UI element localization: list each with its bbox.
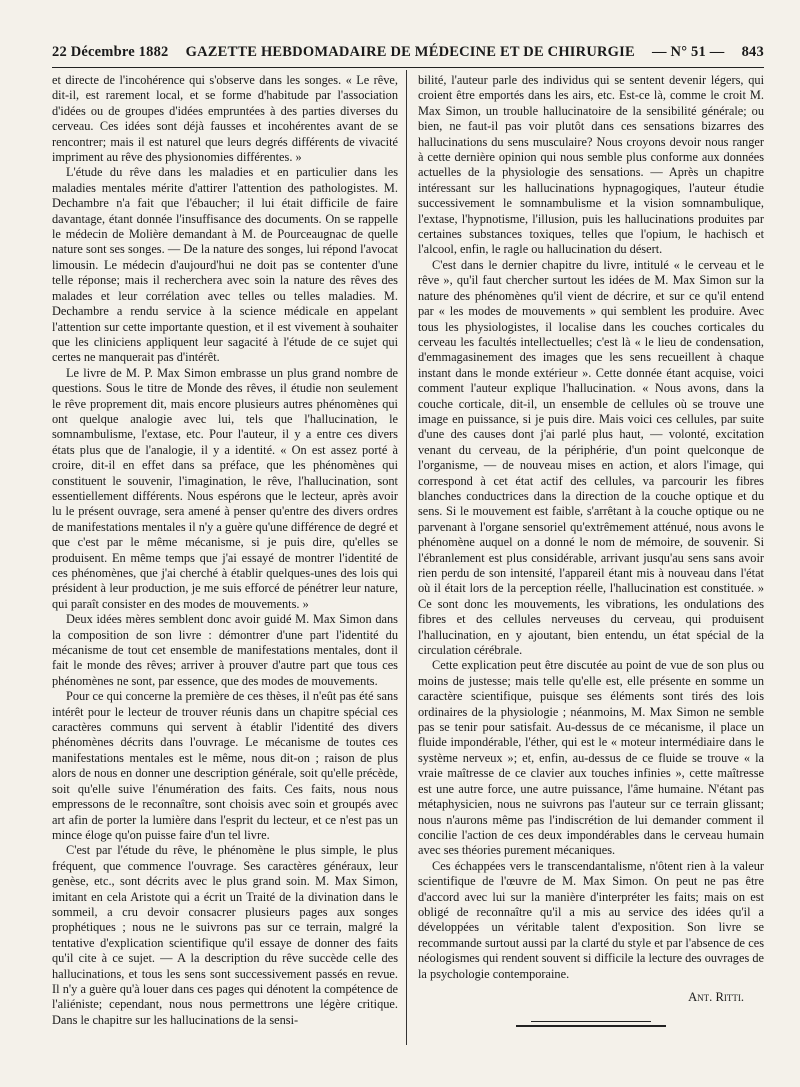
paragraph: Ces échappées vers le transcendantalisme, n'ôtent rien à la valeur scientifique de l'œuvre de M. Max Simon. On peut ne pas être d'accord avec lui sur la manière d'interpréter les faits; mais on est obligé de reconnaître qu'il a mis au service des idées qu'il a développées un véritable talent d'exposition. Son livre se recommande surtout aussi par la clarté du style et par l'absence de ces néologismes qui rendent souvent si difficile la lecture des ouvrages de la psychologie contemporaine. (418, 858, 764, 981)
header-date: 22 Décembre 1882 (52, 44, 169, 60)
header-issue: — N° 51 — (652, 44, 725, 60)
author-signature: Ant. Ritti. (688, 989, 744, 1004)
column-divider (406, 70, 407, 1045)
end-rule-thick (516, 1025, 666, 1027)
paragraph: et directe de l'incohérence qui s'observe dans les songes. « Le rêve, dit-il, est rarement local, et se forme d'habitude par l'association d'idées ou de groupes d'idées empruntées à des parties diverses du cerveau. Ces idées sont déjà fausses et incohérentes avant de se rencontrer; mais il est naturel que leurs degrés différents de vivacité impriment au rêve des physionomies différentes. » (52, 73, 398, 165)
header-rule (52, 67, 764, 68)
paragraph: Pour ce qui concerne la première de ces thèses, il n'eût pas été sans intérêt pour le lecteur de trouver réunis dans un chapitre spécial ces caractères communs qui servent à établir l'identité des divers phénomènes décrits dans l'ouvrage. Le mécanisme de toutes ces manifestations mentales est le même, nous dit-on ; raison de plus alors de nous en donner une description générale, soit qu'elle précède, soit qu'elle suive l'énumération des faits. Ces faits, nous nous empressons de le reconnaître, sont choisis avec soin et groupés avec art afin de porter la lumière dans l'esprit du lecteur, et ce n'est pas un mince éloge qu'on puisse faire d'un tel livre. (52, 689, 398, 842)
left-column (52, 73, 398, 1028)
paragraph: Cette explication peut être discutée au point de vue de son plus ou moins de justesse; mais telle qu'elle est, elle présente en somme un caractère scientifique, puisque ses éléments sont tirés des lois ordinaires de la physiologie ; néanmoins, M. Max Simon ne semble pas se tenir pour satisfait. Au-dessus de ce mécanisme, il place un fluide impondérable, l'éther, qui est le « moteur intermédiaire dans le système nerveux »; et, enfin, au-dessus de ce fluide se trouve « la vraie maîtresse de ce clavier aux touches infinies », cette maîtresse est une autre force, une autre puissance, l'âme humaine. N'étant pas métaphysicien, nous ne suivrons pas l'auteur sur ce terrain glissant; nous n'aurons même pas l'indiscrétion de lui demander comment il concilie l'action de ces deux impondérables dans le cerveau humain avec ses théories purement mécaniques. (418, 658, 764, 858)
header-title: GAZETTE HEBDOMADAIRE DE MÉDECINE ET DE CHIRURGIE (185, 44, 635, 60)
header-page-number: 843 (741, 44, 764, 60)
paragraph: Le livre de M. P. Max Simon embrasse un plus grand nombre de questions. Sous le titre de Monde des rêves, il étudie non seulement le rêve proprement dit, mais encore plusieurs autres phénomènes qui ont quelque analogie avec lui, tels que l'hallucination, le somnambulisme, l'extase, etc. Pour l'auteur, il y a entre ces divers états plus que de l'analogie, il y a identité. « On est assez porté à croire, dit-il en effet dans sa préface, que les phénomènes qui constituent le souvenir, l'imagination, le rêve, l'hallucination, sont essentiellement différents. Nous espérons que le lecteur, après avoir lu le présent ouvrage, sera amené à penser qu'entre des divers ordres de manifestations mentales il n'y a guère qu'une différence de degré et que c'est par le même mécanisme, si je puis dire, qu'elles se produisent. En même temps que j'ai essayé de montrer l'identité de ces phénomènes, que j'ai cherché à établir quelques-unes des lois qui président à leur production, je me suis efforcé de pénétrer leur nature, qui paraît consister en des modes de mouvements. » (52, 365, 398, 611)
end-rule (531, 1021, 651, 1022)
paragraph: C'est dans le dernier chapitre du livre, intitulé « le cerveau et le rêve », qu'il faut chercher surtout les idées de M. Max Simon sur la nature des phénomènes qu'il vient de décrire, et sur ce qu'il entend par « les modes de mouvements » qui semblent les produire. Avec tous les physiologistes, il localise dans les couches corticales du cerveau les facultés intellectuelles; c'est là « le lieu de condensation, d'emmagasinement des images que les sens recueillent à chaque instant dans le monde extérieur ». Cette donnée étant acquise, voici comment l'auteur explique l'hallucination. « Nous avons, dans la couche corticale, dit-il, un ensemble de cellules où se trouve une image en puissance, si je puis dire. Mais voici ces cellules, par suite d'une des causes dont j'ai parlé plus haut, — volonté, excitation venant du cerveau, de la périphérie, d'un point quelconque de l'organisme, — de nouveau mises en action, et alors l'image, qui correspond à cet état actif des cellules, va parcourir les fibres blanches conductrices dans la direction de la couche optique et du sens. Si le mouvement est faible, s'arrêtant à la couche optique ou ne parvenant à l'organe sensoriel qu'extrêmement atténué, nous avons le phénomène auquel on a donné le nom de mémoire, de souvenir. Si l'ébranlement est plus considérable, arrivant jusqu'au sens sans avoir rien perdu de son intensité, l'appareil étant mis à nouveau dans l'état où il était lors de la perception réelle, l'hallucination est constituée. » Ce sont donc les mouvements, les vibrations, les ondulations des fibres et des cellules nerveuses du cerveau, qui produisent l'hallucination, en y ajoutant, bien entendu, un état spécial de la circulation cérébrale. (418, 257, 764, 658)
running-header (52, 44, 764, 68)
right-column (418, 73, 764, 1027)
paragraph: bilité, l'auteur parle des individus qui se sentent devenir légers, qui croient être emportés dans les airs, etc. Est-ce là, comme le croit M. Max Simon, un trouble hallucinatoire de la sensibilité générale; ou bien, ne faut-il pas voir plutôt dans ces sensations bizarres des hallucinations du sens musculaire? Nous croyons devoir nous ranger à cette dernière opinion qui nous semble plus conforme aux données actuelles de la physiologie des sensations. — Après un chapitre intéressant sur les hallucinations hypnagogiques, l'auteur étudie successivement le somnambulisme et la vision somnambulique, l'extase, l'hypnotisme, l'illusion, puis les hallucinations produites par certaines substances toxiques, telles que l'opium, le hachisch et l'alcool, enfin, le ragle ou hallucination du désert. (418, 73, 764, 257)
paragraph: C'est par l'étude du rêve, le phénomène le plus simple, le plus fréquent, que commence l'ouvrage. Ses caractères généraux, leur genèse, etc., sont décrits avec le plus grand soin. M. Max Simon, imitant en cela Aristote qui a écrit un Traité de la divination dans le sommeil, a cru devoir consacrer plusieurs pages aux songes prophétiques ; nous ne le suivrons pas sur ce terrain, malgré la tentative d'explication scientifique qu'il essaye de donner des faits qu'il cite à ce sujet. — A la description du rêve succède celle des hallucinations, et tous les sens sont successivement passés en revue. Il n'y a guère qu'à louer dans ces pages qui dénotent la compétence de l'aliéniste; cependant, nous nous permettrons une légère critique. Dans le chapitre sur les hallucinations de la sensi- (52, 843, 398, 1027)
paragraph: Deux idées mères semblent donc avoir guidé M. Max Simon dans la composition de son livre : démontrer d'une part l'identité du mécanisme de tout cet ensemble de manifestations mentales, dont il fait le monde des rêves; arriver à prouver d'autre part que tous ces phénomènes ne sont, par essence, que des modes de mouvements. (52, 612, 398, 688)
paragraph: L'étude du rêve dans les maladies et en particulier dans les maladies mentales mérite d'attirer l'attention des pathologistes. M. Dechambre n'a fait que l'ébaucher; il lui était difficile de faire davantage, étant donnée l'insuffisance des documents. On se rappelle le médecin de Molière demandant à M. de Pourceaugnac de quelle nature sont ses songes. — De la nature des songes, lui répond l'avocat limousin. Le médecin d'aujourd'hui ne doit pas se contenter d'une telle réponse; mais il recherchera avec soin la nature des rêves des malades et leur corrélation avec telles ou telles maladies. M. Dechambre a rendu service à la science médicale en appelant l'attention sur cette importante question, et il est vivement à souhaiter que les cliniciens appliquent leur sagacité à l'étude de ce sujet qui certes ne manquerait pas d'intérêt. (52, 165, 398, 365)
